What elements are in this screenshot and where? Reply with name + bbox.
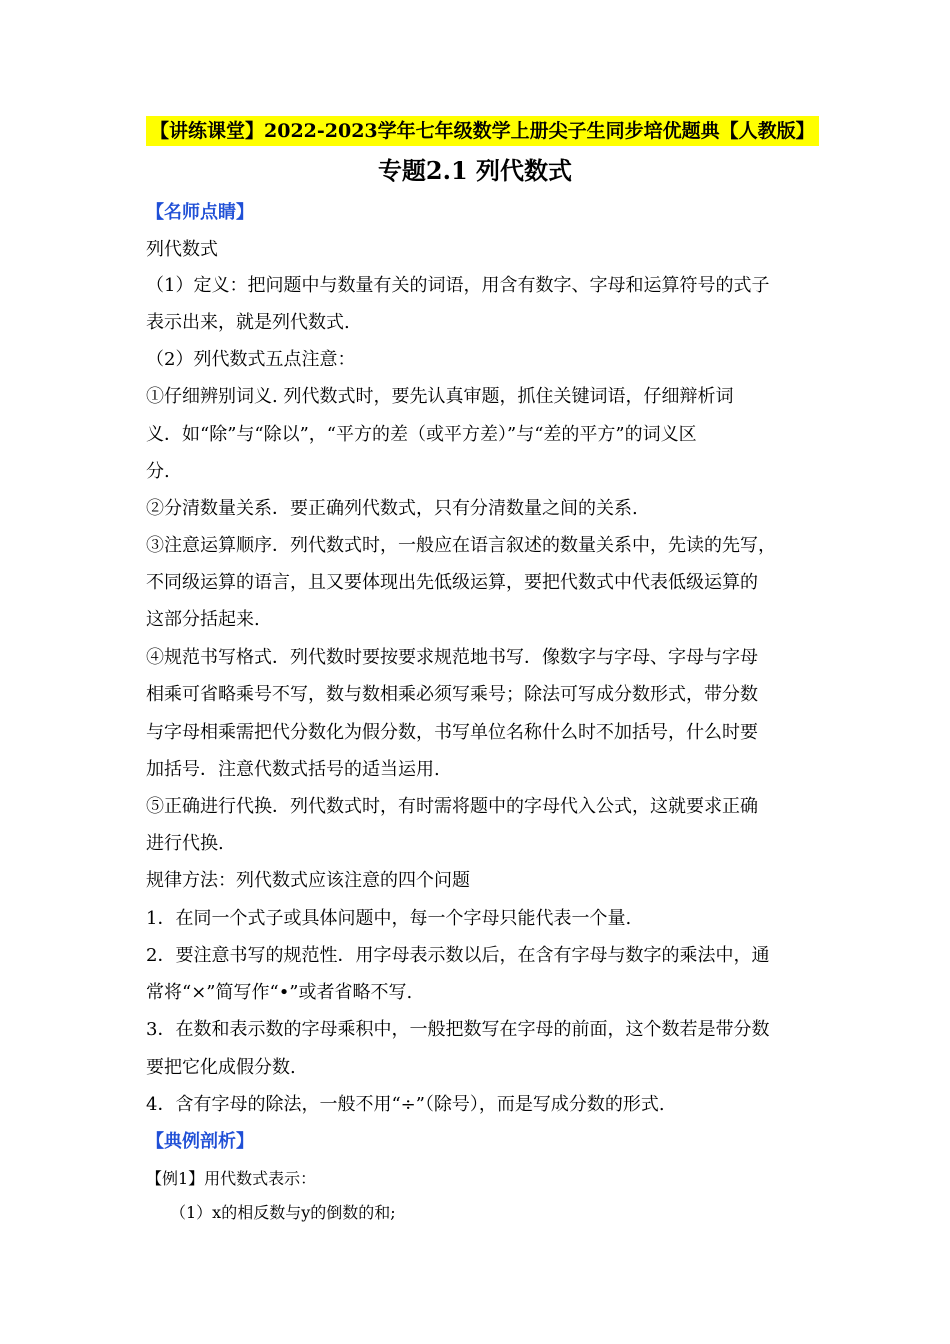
paragraph-line: 规律方法：列代数式应该注意的四个问题 (146, 870, 470, 891)
paragraph-line: 列代数式 (146, 239, 218, 260)
paragraph-line: ②分清数量关系．要正确列代数式，只有分清数量之间的关系. (146, 498, 638, 519)
paragraph-line: 2．要注意书写的规范性．用字母表示数以后，在含有字母与数字的乘法中，通 (146, 945, 770, 966)
paragraph-line: 常将“×”简写作“•”或者省略不写. (146, 982, 413, 1003)
paragraph-line: （2）列代数式五点注意： (146, 349, 356, 370)
paragraph-line: 义．如“除”与“除以”，“平方的差（或平方差）”与“差的平方”的词义区 (146, 424, 697, 445)
paragraph-line: 3．在数和表示数的字母乘积中，一般把数写在字母的前面，这个数若是带分数 (146, 1019, 770, 1040)
paragraph-line: 1．在同一个式子或具体问题中，每一个字母只能代表一个量. (146, 908, 632, 929)
paragraph-line: 分. (146, 461, 170, 482)
paragraph-line: ⑤正确进行代换．列代数式时，有时需将题中的字母代入公式，这就要求正确 (146, 796, 758, 817)
paragraph-line: 进行代换. (146, 833, 224, 854)
paragraph-line: 表示出来，就是列代数式. (146, 312, 350, 333)
paragraph-line: ③注意运算顺序．列代数式时，一般应在语言叙述的数量关系中，先读的先写， (146, 535, 776, 556)
paragraph-line: ④规范书写格式．列代数时要按要求规范地书写．像数字与字母、字母与字母 (146, 647, 758, 668)
page-title: 专题2.1 列代数式 (377, 156, 573, 185)
paragraph-line: 相乘可省略乘号不写，数与数相乘必须写乘号；除法可写成分数形式，带分数 (146, 684, 758, 705)
paragraph-line: 这部分括起来. (146, 609, 260, 630)
section-heading-teacher-points: 【名师点睛】 (146, 202, 254, 223)
header-banner: 【讲练课堂】2022-2023学年七年级数学上册尖子生同步培优题典【人教版】 (146, 116, 819, 146)
section-heading-example-analysis: 【典例剖析】 (146, 1131, 254, 1152)
paragraph-line: 要把它化成假分数. (146, 1057, 296, 1078)
paragraph-line: 加括号．注意代数式括号的适当运用. (146, 759, 440, 780)
example-line: 【例1】用代数式表示： (146, 1169, 317, 1188)
paragraph-line: ①仔细辨别词义. 列代数式时，要先认真审题，抓住关键词语，仔细辩析词 (146, 386, 734, 407)
paragraph-line: 4．含有字母的除法，一般不用“÷”（除号），而是写成分数的形式. (146, 1094, 665, 1115)
paragraph-line: 不同级运算的语言，且又要体现出先低级运算，要把代数式中代表低级运算的 (146, 572, 758, 593)
paragraph-line: （1）定义：把问题中与数量有关的词语，用含有数字、字母和运算符号的式子 (146, 275, 770, 296)
paragraph-line: 与字母相乘需把代分数化为假分数，书写单位名称什么时不加括号，什么时要 (146, 722, 758, 743)
example-line: （1）x的相反数与y的倒数的和; (170, 1203, 396, 1222)
